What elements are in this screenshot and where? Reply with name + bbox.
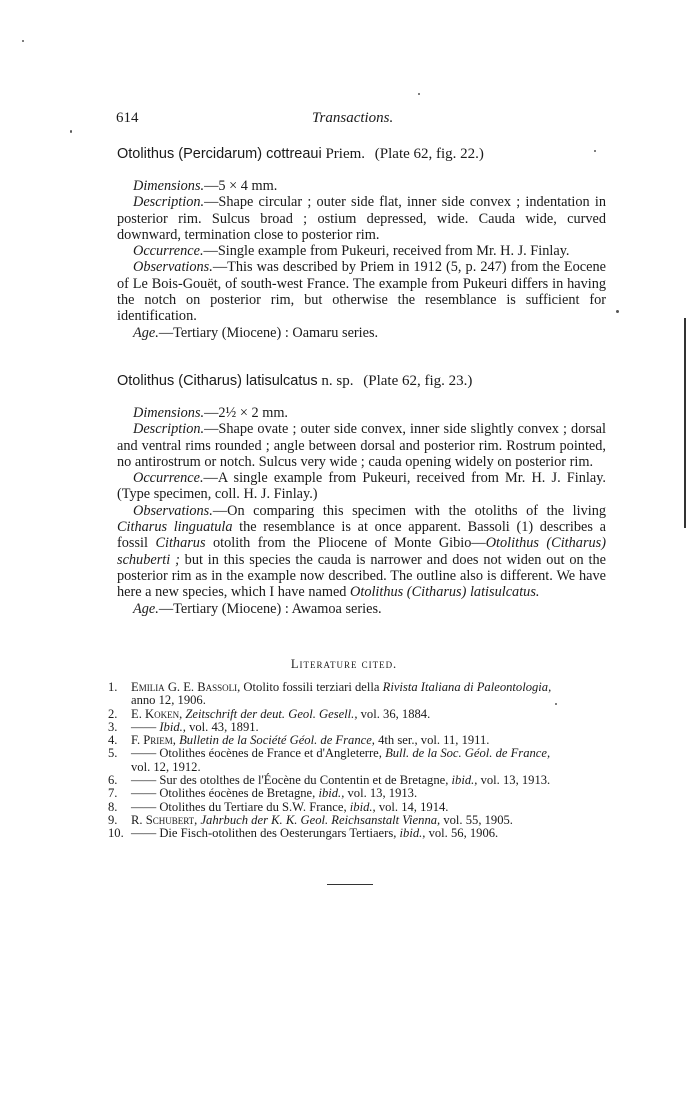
reference-entry [108,827,628,840]
reference-number: 5. [108,746,118,761]
reference-journal: Rivista Italiana di Paleontologia, [382,680,552,694]
reference-journal: Zeitschrift der deut. Geol. Gesell., [185,706,358,721]
reference-text [131,814,628,827]
occurrence-paragraph [117,470,606,503]
reference-part: —— Otolithes du Tertiare du S.W. France, [131,799,350,814]
reference-part: vol. 43, 1891. [185,719,259,734]
reference-number: 4. [108,733,118,748]
reference-author: E. Koken, [131,706,183,721]
reference-number: 1. [108,680,118,694]
observations-text: —This was described by Priem in 1912 (5, p. 247) from the Eocene of Le Bois-Gouët, of south-west France. The example from Pukeuri differs in having the notch on posterior rim, but otherwise the resemblance is sufficient for identification. [117,259,606,325]
age-label: Age. [133,324,159,341]
species-heading [117,373,637,390]
reference-part: Otolito fossili terziari della [240,680,383,694]
observations-paragraph [117,503,606,601]
end-divider [327,884,373,885]
scan-speck [616,310,619,313]
reference-part: —— Otolithes éocènes de France et d'Angleterre, [131,746,386,761]
plate-reference: (Plate 62, fig. 22.) [374,146,484,162]
reference-number: 9. [108,812,118,827]
plate-reference: (Plate 62, fig. 23.) [363,373,473,389]
observations-label: Observations. [133,259,213,276]
reference-number: 8. [108,799,118,814]
reference-list [108,681,628,841]
reference-text [131,774,628,787]
age-text: —Tertiary (Miocene) : Oamaru series. [158,324,379,341]
species-italic-name: Citharus linguatula [117,519,233,536]
observations-label: Observations. [133,502,213,519]
species-author: n. sp. [321,373,354,389]
reference-journal: ibid., [318,786,345,801]
description-text: —Shape ovate ; outer side convex, inner side slightly convex ; dorsal and ventral rims rounded ; angle between dorsal and posterior rim. Rostrum pointed, no antirostrum or notch. Sulcus very wide ; cauda opening widely on posterior rim. [117,421,606,470]
observations-text-part: otolith from the Pliocene of Monte Gibio— [205,535,486,552]
scan-speck [22,40,24,42]
scan-speck [594,150,596,152]
reference-continuation: anno 12, 1906. [131,693,206,708]
reference-number: 6. [108,773,118,788]
reference-journal: Ibid., [159,719,186,734]
reference-part: 4th ser., vol. 11, 1911. [374,733,490,748]
reference-text [131,708,628,721]
description-text: —Shape circular ; outer side flat, inner side convex ; indentation in posterior rim. Sulcus broad ; ostium depressed, wide. Cauda wide, curved downward, termination close to posterior rim. [117,194,606,243]
reference-entry [108,721,628,734]
observations-paragraph [117,259,606,324]
reference-number: 2. [108,706,118,721]
reference-journal: Bulletin de la Société Géol. de France, [179,733,375,748]
dimensions-paragraph [117,405,606,421]
scan-speck [418,93,420,95]
scan-speck [70,130,72,133]
running-head: Transactions. [312,110,394,126]
reference-entry [108,774,628,787]
reference-text [131,721,628,734]
observations-text-part: but in this species the cauda is narrower and does not widen out on the posterior rim as in the example now described. The outline also is different. We have here a new species, which I have named [117,551,606,601]
description-paragraph [117,194,606,243]
reference-part: —— [131,719,160,734]
reference-part: —— Sur des otolthes de l'Éocène du Contentin et de Bretagne, [131,773,452,788]
dimensions-paragraph [117,178,606,194]
reference-continuation: vol. 12, 1912. [131,759,201,774]
reference-part: vol. 56, 1906. [425,826,499,841]
reference-text [131,801,628,814]
occurrence-text: —A single example from Pukeuri, received from Mr. H. J. Finlay. (Type specimen, coll. H. J. Finlay.) [117,470,606,503]
species-entry [117,178,606,341]
age-paragraph [117,601,606,617]
reference-part: vol. 13, 1913. [344,786,418,801]
reference-part: vol. 14, 1914. [375,799,449,814]
occurrence-label: Occurrence. [133,243,204,260]
occurrence-text: —Single example from Pukeuri, received from Mr. H. J. Finlay. [203,243,570,260]
species-name: Otolithus (Percidarum) cottreaui [117,146,322,162]
dimensions-text: —2½ × 2 mm. [204,405,289,421]
literature-heading: Literature cited. [290,657,398,671]
reference-text [131,787,628,800]
age-text: —Tertiary (Miocene) : Awamoa series. [158,600,382,617]
reference-author: R. Schubert, [131,812,198,827]
reference-number: 10. [108,826,124,841]
reference-part: —— Die Fisch-otolithen des Oesterungars Tertiaers, [131,826,400,841]
species-entry [117,405,606,617]
reference-part: vol. 36, 1884. [357,706,431,721]
reference-entry [108,814,628,827]
page-number: 614 [116,110,139,126]
reference-entry [108,681,628,694]
reference-number: 3. [108,719,118,734]
species-italic-name: Otolithus (Citharus) schuberti ; [117,535,606,568]
genus-italic-name: Citharus [155,535,206,552]
observations-text-part: the resemblance is at once apparent. Bassoli (1) describes a fossil [117,519,606,552]
description-paragraph [117,421,606,470]
reference-part: vol. 13, 1913. [477,773,551,788]
reference-journal: Jahrbuch der K. K. Geol. Reichsanstalt Vienna, [200,812,441,827]
reference-text [131,747,628,760]
occurrence-label: Occurrence. [133,470,204,487]
reference-entry [108,787,628,800]
reference-entry [108,801,628,814]
species-italic-name: Otolithus (Citharus) latisulcatus. [350,584,540,601]
scan-speck [555,703,557,705]
reference-entry [108,747,628,760]
age-label: Age. [133,600,159,617]
reference-number: 7. [108,786,118,801]
reference-text [131,734,628,747]
reference-text [131,681,628,694]
reference-entry [108,734,628,747]
species-heading [117,146,637,163]
reference-journal: ibid., [451,773,478,788]
observations-text-part: —On comparing this specimen with the otoliths of the living [212,502,606,519]
dimensions-text: —5 × 4 mm. [204,178,278,194]
reference-entry [108,708,628,721]
reference-journal: Bull. de la Soc. Géol. de France, [385,746,551,761]
reference-author: Emilia G. E. Bassoli, [131,680,241,694]
description-label: Description. [133,194,205,211]
reference-part: —— Otolithes éocènes de Bretagne, [131,786,319,801]
dimensions-label: Dimensions. [133,178,205,194]
species-name: Otolithus (Citharus) latisulcatus [117,373,318,389]
reference-journal: ibid., [399,826,426,841]
reference-text [131,827,628,840]
reference-part: vol. 55, 1905. [440,812,513,827]
age-paragraph [117,325,606,341]
reference-journal: ibid., [349,799,376,814]
species-author: Priem. [325,146,366,162]
description-label: Description. [133,421,205,438]
reference-author: F. Priem, [131,733,176,748]
occurrence-paragraph [117,243,606,259]
dimensions-label: Dimensions. [133,405,205,421]
scan-edge-line [684,318,686,528]
